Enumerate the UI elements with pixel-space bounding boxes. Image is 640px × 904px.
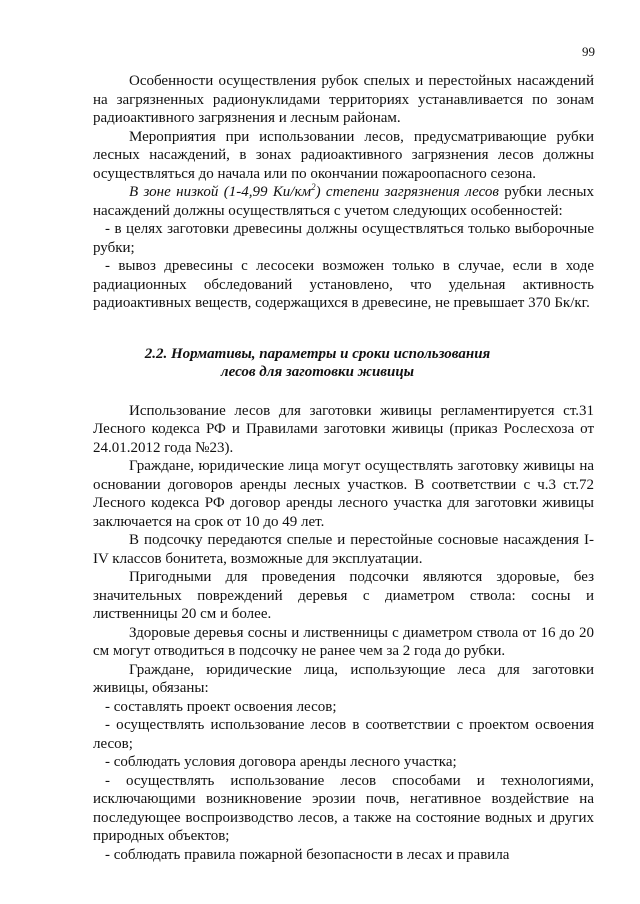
- paragraph: Использование лесов для заготовки живицы регламентируется ст.31 Лесного кодекса РФ и Правилами заготовки живицы (приказ Рослесхоза от 24.01.2012 года №23).: [93, 402, 594, 456]
- page-number: 99: [582, 44, 595, 59]
- section-heading-line: лесов для заготовки живицы: [220, 364, 415, 380]
- paragraph: Здоровые деревья сосны и лиственницы с диаметром ствола от 16 до 20 см могут отводиться в подсочку не ранее чем за 2 года до рубки.: [93, 624, 594, 659]
- paragraph: Особенности осуществления рубок спелых и перестойных насаждений на загрязненных радионуклидами территориях устанавливается по зонам радиоактивного загрязнения и лесным районам.: [93, 73, 594, 126]
- paragraph: Пригодными для проведения подсочки являются здоровые, без значительных повреждений деревья с диаметром ствола: сосны и лиственницы 20 см и более.: [93, 569, 594, 622]
- paragraph: Граждане, юридические лица, использующие леса для заготовки живицы, обязаны:: [93, 661, 594, 696]
- section-heading: [93, 345, 594, 382]
- document-body: [93, 72, 594, 864]
- list-item: - осуществлять использование лесов способами и технологиями, исключающими возникновение эрозии почв, негативное воздействие на последующее воспроизводство лесов, а также на состояние водных и других природных объектов;: [93, 772, 594, 844]
- zone-phrase: В зоне низкой (1-4,99 $Ки/км^2$) степени загрязнения лесов: [129, 182, 499, 200]
- list-item: - вывоз древесины с лесосеки возможен только в случае, если в ходе радиационных обследований установлено, что удельная активность радиоактивных веществ, содержащихся в древесине, не превышает 370 Бк/кг.: [93, 258, 594, 311]
- list-item: - составлять проект освоения лесов;: [105, 698, 337, 715]
- zone-paragraph-rest: рубки лесных насаждений должны осуществляться с учетом следующих особенностей:: [93, 184, 594, 219]
- list-item: - соблюдать условия договора аренды лесного участка;: [105, 754, 457, 770]
- zone-paragraph: [93, 183, 594, 220]
- section-heading-line: 2.2. Нормативы, параметры и сроки использования: [144, 345, 491, 362]
- list-item: - соблюдать правила пожарной безопасности в лесах и правила: [105, 846, 510, 863]
- list-item: - в целях заготовки древесины должны осуществляться только выборочные рубки;: [93, 221, 594, 256]
- paragraph: Граждане, юридические лица могут осуществлять заготовку живицы на основании договоров аренды лесных участков. В соответствии с ч.3 ст.72 Лесного кодекса РФ договор аренды лесного участка для заготовки живицы заключается на срок от 10 до 49 лет.: [93, 458, 594, 530]
- paragraph: Мероприятия при использовании лесов, предусматривающие рубки лесных насаждений, в зонах радиоактивного загрязнения лесов должны осуществляться до начала или по окончании пожароопасного сезона.: [93, 128, 594, 182]
- list-item: - осуществлять использование лесов в соответствии с проектом освоения лесов;: [93, 717, 594, 752]
- paragraph: В подсочку передаются спелые и перестойные сосновые насаждения I-IV классов бонитета, возможные для эксплуатации.: [93, 532, 594, 567]
